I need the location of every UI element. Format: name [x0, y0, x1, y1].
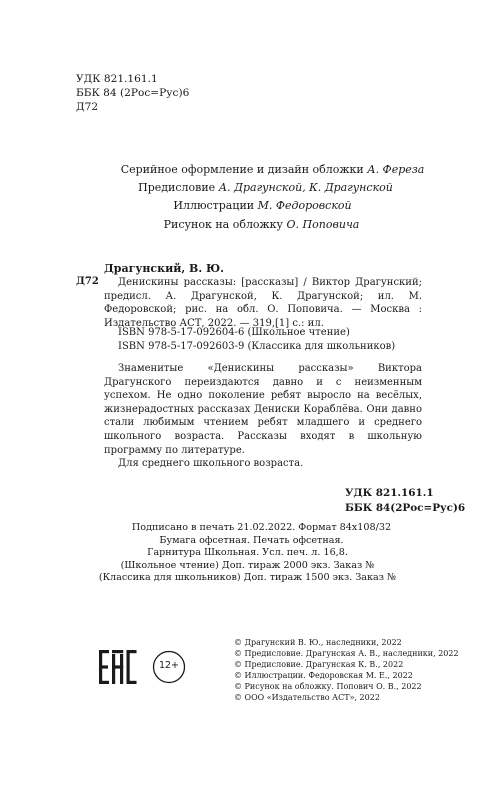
copyright-line: © Предисловие. Драгунская К. В., 2022 — [234, 660, 404, 669]
udk-code-bottom: УДК 821.161.1 — [345, 487, 434, 499]
imprint-line: Гарнитура Школьная. Усл. печ. л. 16,8. — [147, 547, 348, 559]
copyright-block — [234, 637, 459, 703]
udk-bottom-block — [345, 486, 465, 516]
audience-note: Для среднего школьного возраста. — [118, 458, 304, 470]
credits-block — [0, 161, 495, 234]
author-heading: Драгунский, В. Ю. — [104, 262, 224, 275]
imprint-line: Подписано в печать 21.02.2022. Формат 84x108/32 — [131, 522, 392, 533]
bibliographic-entry: Денискины рассказы: [рассказы] / Виктор Драгунский; предисл. А. Драгунской, К. Драгунской; ил. М. Федоровской; рис. на обл. О. Поповича. — Москва : Издательство АСТ, 2022. — 319,[1] с.: ил. — [104, 277, 422, 329]
credit-preface: Предисловие А. Драгунской, К. Драгунской — [138, 181, 393, 195]
bbk-code: ББК 84 (2Рос=Рус)6 — [76, 87, 190, 100]
isbn-school-reading: ISBN 978-5-17-092604-6 (Школьное чтение) — [118, 327, 350, 338]
imprint-block — [0, 522, 495, 585]
imprint-line: (Школьное чтение) Доп. тираж 2000 экз. Заказ № — [120, 559, 375, 571]
annotation-text: Знаменитые «Денискины рассказы» Виктора Драгунского переиздаются давно и с неизменным успехом. Не одно поколение ребят выросло на весёлых, жизнерадостных рассказах Дениски Кораблёва. Они давно стали любимым чтением ребят младшего и среднего школьного возраста. Рассказы входят в школьную программу по литературе. — [104, 363, 422, 456]
isbn-classics: ISBN 978-5-17-092603-9 (Классика для школьников) — [118, 340, 396, 352]
credit-illustrations: Иллюстрации М. Федоровской — [173, 199, 352, 213]
imprint-line: (Классика для школьников) Доп. тираж 1500 экз. Заказ № — [98, 572, 397, 584]
age-rating-label: 12+ — [158, 660, 180, 671]
udk-code: УДК 821.161.1 — [76, 73, 158, 85]
author-mark: Д72 — [76, 101, 99, 114]
copyright-line: © ООО «Издательство АСТ», 2022 — [234, 693, 380, 702]
imprint-line: Бумага офсетная. Печать офсетная. — [159, 534, 344, 546]
udk-top-block — [76, 72, 189, 115]
credit-design: Серийное оформление и дизайн обложки А. Фереза — [120, 163, 425, 176]
credit-cover-art: Рисунок на обложку О. Поповича — [163, 217, 360, 231]
annotation-block — [104, 362, 422, 471]
copyright-line: © Иллюстрации. Федоровская М. Е., 2022 — [234, 671, 413, 680]
copyright-line: © Драгунский В. Ю., наследники, 2022 — [234, 638, 402, 647]
eac-mark-icon — [98, 648, 138, 686]
copyright-line: © Предисловие. Драгунская А. В., наследники, 2022 — [234, 649, 459, 658]
bbk-code-bottom: ББК 84(2Рос=Рус)6 — [345, 502, 466, 514]
copyright-line: © Рисунок на обложку. Попович О. В., 2022 — [234, 682, 422, 691]
isbn-block — [118, 326, 395, 353]
catalog-code: Д72 — [76, 276, 99, 287]
